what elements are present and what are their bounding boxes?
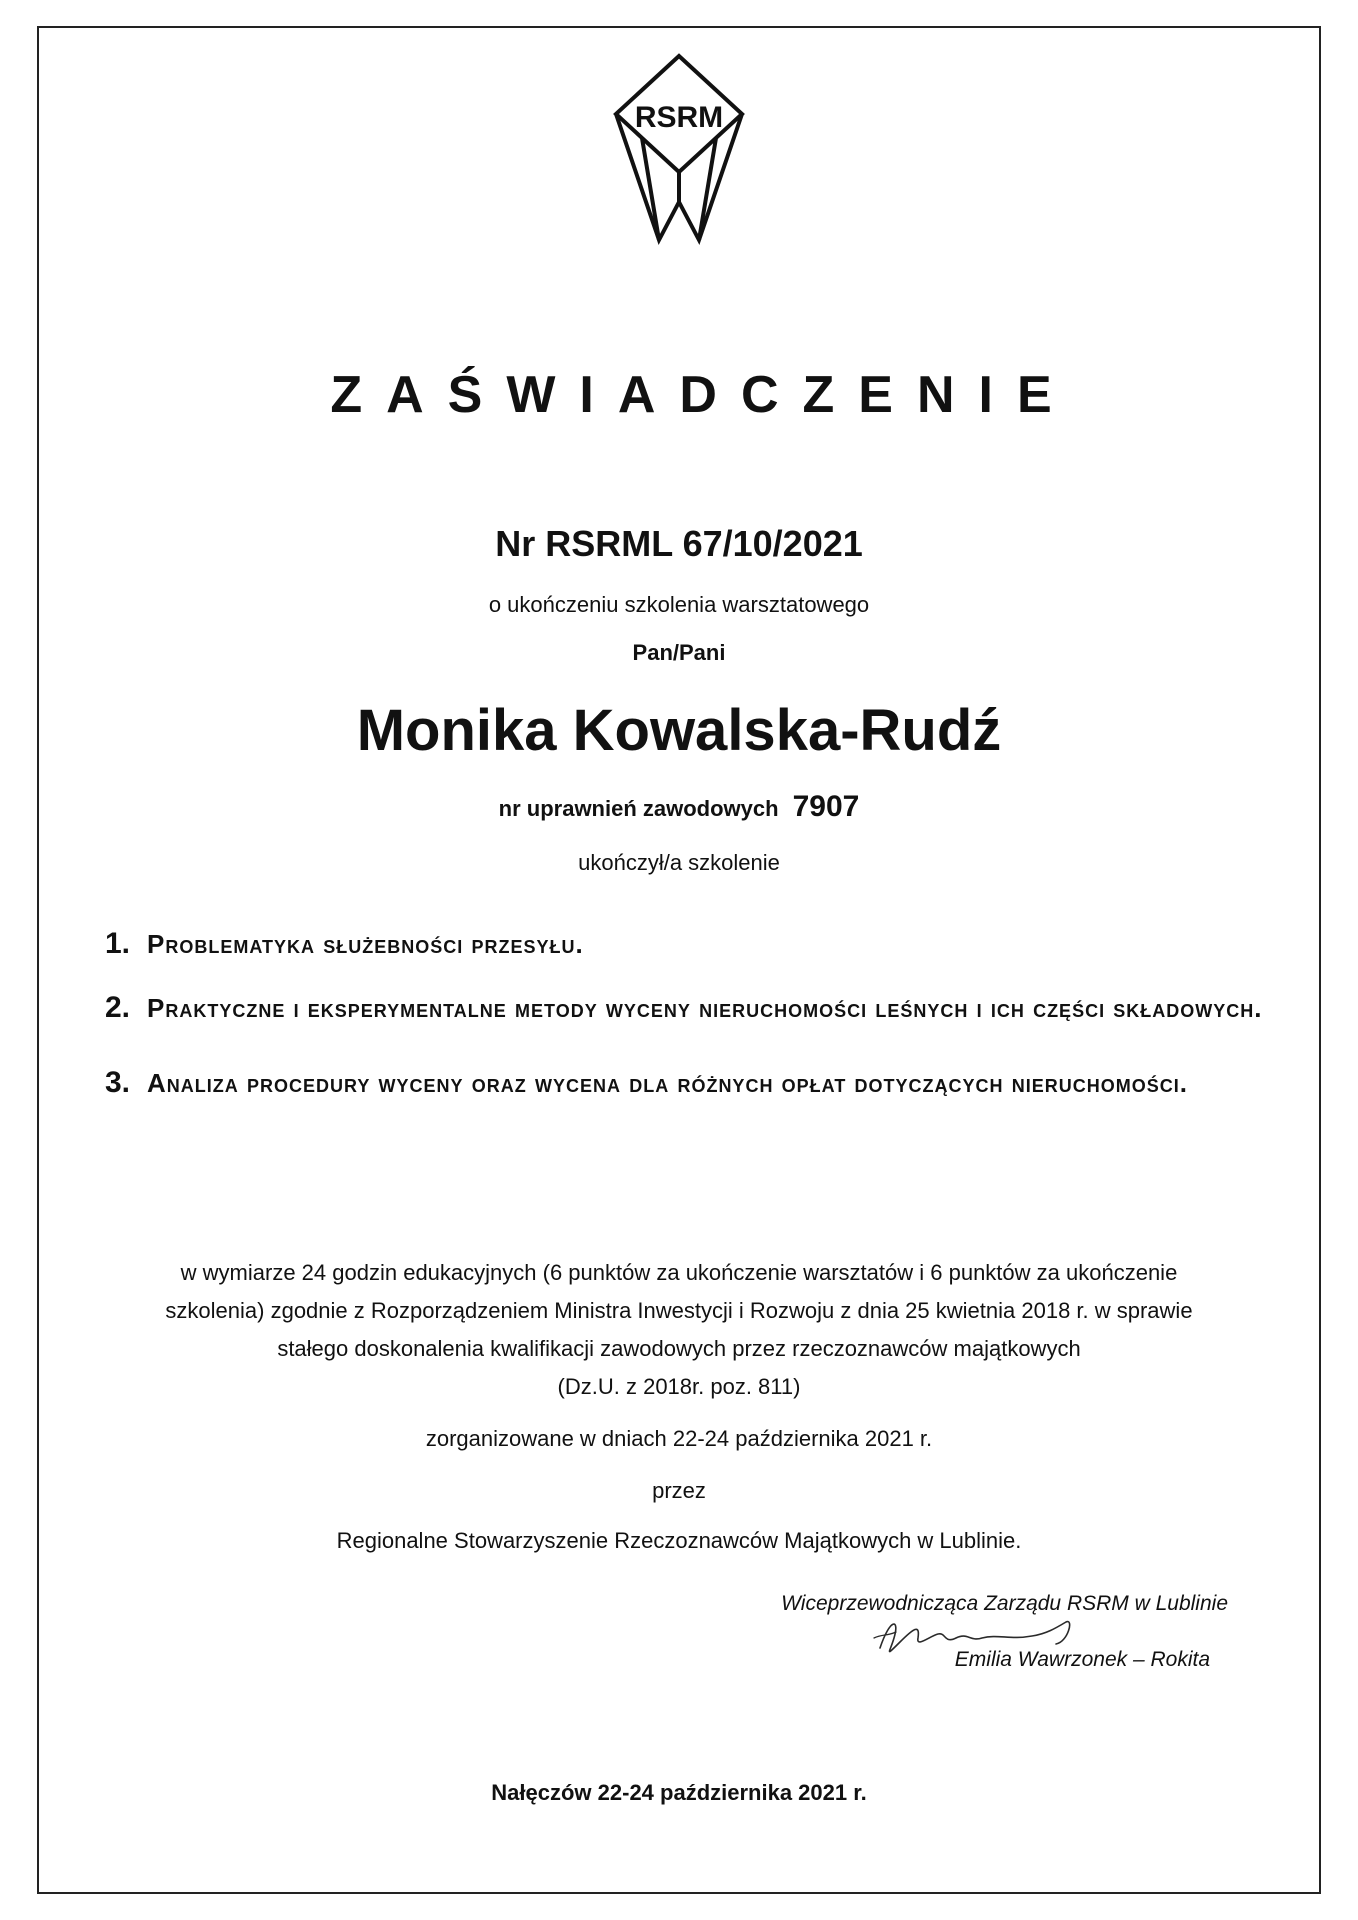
training-description — [62, 1254, 1296, 1406]
rsrm-logo — [612, 52, 746, 252]
salutation: Pan/Pani — [632, 640, 726, 665]
course-number: 2. — [105, 991, 131, 1024]
course-number: 3. — [105, 1066, 131, 1099]
signatory-name: Emilia Wawrzonek – Rokita — [954, 1648, 1210, 1671]
organizer-name: Regionalne Stowarzyszenie Rzeczoznawców Majątkowych w Lublinie. — [336, 1528, 1022, 1553]
course-title: Problematyka służebności przesyłu. — [147, 929, 584, 959]
course-title: Praktyczne i eksperymentalne metody wyceny nieruchomości leśnych i ich części składowych. — [147, 993, 1263, 1023]
description-line: stałego doskonalenia kwalifikacji zawodowych przez rzeczoznawców majątkowych — [277, 1336, 1081, 1361]
by-text: przez — [652, 1478, 706, 1503]
course-number: 1. — [105, 927, 131, 960]
person-name: Monika Kowalska-Rudź — [356, 698, 1002, 763]
course-title: Analiza procedury wyceny oraz wycena dla różnych opłat dotyczących nieruchomości. — [147, 1068, 1188, 1098]
logo-text: RSRM — [634, 101, 724, 134]
signatory-title: Wiceprzewodnicząca Zarządu RSRM w Lublinie — [781, 1592, 1228, 1615]
course-item — [105, 1063, 1275, 1103]
description-line: (Dz.U. z 2018r. poz. 811) — [557, 1374, 801, 1399]
certificate-subtitle: o ukończeniu szkolenia warsztatowego — [488, 592, 870, 617]
description-line: szkolenia) zgodnie z Rozporządzeniem Ministra Inwestycji i Rozwoju z dnia 25 kwietnia 2018 r. w sprawie — [165, 1298, 1193, 1323]
certificate-number: Nr RSRML 67/10/2021 — [495, 523, 863, 564]
license-label: nr uprawnień zawodowych — [498, 796, 779, 821]
license-number: 7907 — [792, 790, 860, 823]
certificate-title: ZAŚWIADCZENIE — [330, 366, 1076, 424]
place-and-date: Nałęczów 22-24 października 2021 r. — [491, 1780, 867, 1805]
course-list — [105, 924, 1275, 1127]
description-line: w wymiarze 24 godzin edukacyjnych (6 punktów za ukończenie warsztatów i 6 punktów za ukończenie — [180, 1260, 1178, 1285]
license-line — [0, 790, 1358, 824]
organized-dates: zorganizowane w dniach 22-24 października 2021 r. — [425, 1426, 933, 1451]
course-item — [105, 924, 1275, 964]
course-item — [105, 988, 1275, 1039]
completed-text: ukończył/a szkolenie — [578, 850, 780, 875]
